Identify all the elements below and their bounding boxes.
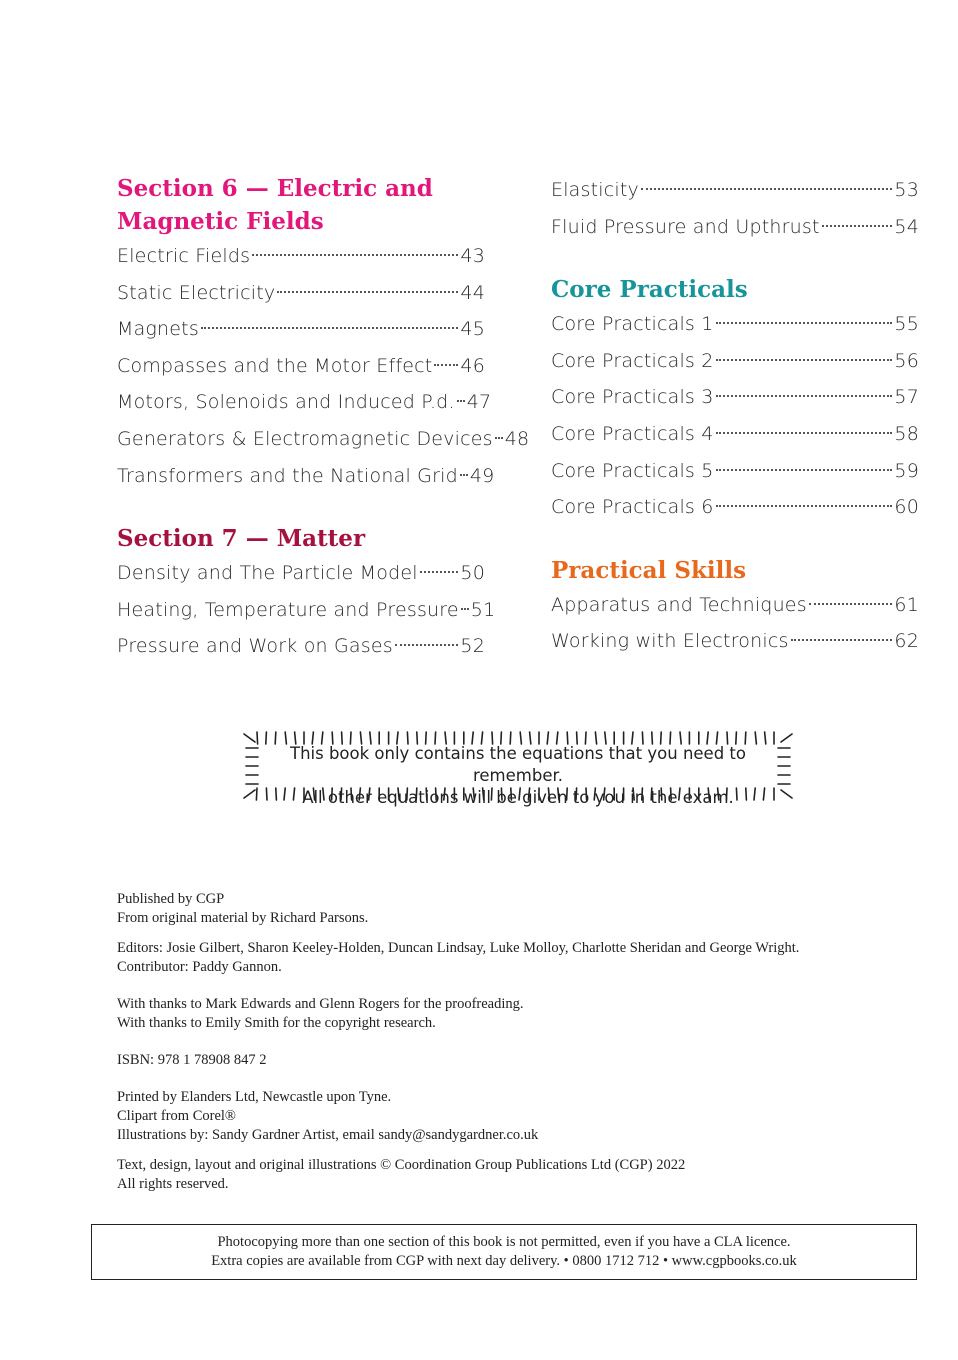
toc-dots xyxy=(277,291,458,293)
section-gap xyxy=(551,526,919,554)
section-6-heading-line2: Magnetic Fields xyxy=(117,208,324,235)
toc-item-title: Motors, Solenoids and Induced P.d. xyxy=(117,391,455,414)
toc-dots xyxy=(716,395,893,397)
contact-info: Extra copies are available from CGP with next day delivery. • 0800 1712 712 • www.cgpbooks.co.uk xyxy=(211,1253,797,1269)
section-gap xyxy=(551,245,919,273)
equations-note-line1: This book only contains the equations that you need to remember. xyxy=(290,744,746,785)
toc-dots xyxy=(434,364,458,366)
toc-item-title: Electric Fields xyxy=(117,245,251,267)
toc-dots xyxy=(460,474,468,476)
toc-dots xyxy=(420,571,459,573)
toc-dots xyxy=(716,505,893,507)
published-by: Published by CGP xyxy=(117,891,225,907)
toc-item[interactable] xyxy=(551,623,919,660)
toc-item-page: 60 xyxy=(894,496,919,519)
toc-item-title: Elasticity xyxy=(551,179,639,201)
toc-left-column xyxy=(117,172,530,665)
section-gap xyxy=(117,494,485,522)
toc-item[interactable] xyxy=(551,489,919,526)
toc-dots xyxy=(716,322,893,324)
toc-item-page: 43 xyxy=(460,245,485,267)
toc-item[interactable] xyxy=(117,275,485,312)
toc-item[interactable] xyxy=(551,172,919,209)
toc-dots xyxy=(822,225,893,227)
toc-item[interactable] xyxy=(551,416,919,453)
toc-item-page: 52 xyxy=(460,635,485,658)
publication-credits xyxy=(117,890,917,1205)
equations-note-line2: All other equations will be given to you in the exam. xyxy=(302,788,734,807)
toc-dots xyxy=(461,608,469,610)
toc-item-page: 57 xyxy=(894,386,919,409)
toc-item-page: 45 xyxy=(460,318,485,341)
toc-item[interactable] xyxy=(117,555,485,592)
toc-dots xyxy=(201,327,459,329)
core-practicals-heading: Core Practicals xyxy=(551,276,748,304)
isbn: ISBN: 978 1 78908 847 2 xyxy=(117,1052,267,1068)
section-6-list xyxy=(117,238,530,494)
toc-item[interactable] xyxy=(117,384,492,421)
toc-item[interactable] xyxy=(551,379,919,416)
toc-item[interactable] xyxy=(117,238,485,275)
toc-item-page: 54 xyxy=(894,215,919,238)
printed-by: Printed by Elanders Ltd, Newcastle upon Tyne. xyxy=(117,1089,392,1105)
toc-item-title: Heating, Temperature and Pressure xyxy=(117,598,459,621)
toc-dots xyxy=(716,359,893,361)
copyright-notice: Text, design, layout and original illustrations © Coordination Group Publications Ltd (CGP) 2022 xyxy=(117,1157,686,1173)
toc-item-title: Core Practicals 2 xyxy=(551,349,714,372)
toc-item-title: Pressure and Work on Gases xyxy=(117,635,393,658)
original-material: From original material by Richard Parsons. xyxy=(117,910,369,926)
toc-item[interactable] xyxy=(551,343,919,380)
toc-dots xyxy=(809,603,893,605)
toc-item-page: 61 xyxy=(894,593,919,616)
section-7-list xyxy=(117,555,496,665)
toc-item-page: 46 xyxy=(460,354,485,377)
toc-item-title: Core Practicals 6 xyxy=(551,496,714,519)
toc-item[interactable] xyxy=(117,458,495,495)
toc-item-page: 50 xyxy=(460,562,485,585)
toc-item-page: 53 xyxy=(894,179,919,201)
toc-item-title: Core Practicals 5 xyxy=(551,459,714,482)
thanks-proofreading: With thanks to Mark Edwards and Glenn Rogers for the proofreading. xyxy=(117,996,524,1012)
toc-item-title: Working with Electronics xyxy=(551,630,789,653)
toc-item-page: 56 xyxy=(894,349,919,372)
toc-dots xyxy=(252,254,458,256)
rights-reserved: All rights reserved. xyxy=(117,1176,229,1192)
toc-dots xyxy=(716,469,893,471)
editors: Editors: Josie Gilbert, Sharon Keeley-Holden, Duncan Lindsay, Luke Molloy, Charlotte Sheridan and George Wright. xyxy=(117,940,800,956)
toc-item-title: Magnets xyxy=(117,318,199,341)
toc-item-title: Compasses and the Motor Effect xyxy=(117,354,433,377)
toc-item-page: 59 xyxy=(894,459,919,482)
toc-item-page: 49 xyxy=(469,464,495,487)
toc-right-column xyxy=(551,172,919,660)
toc-dots xyxy=(641,188,892,190)
toc-item[interactable] xyxy=(117,311,485,348)
toc-item[interactable] xyxy=(551,587,919,624)
illustrations-credit: Illustrations by: Sandy Gardner Artist, email sandy@sandygardner.co.uk xyxy=(117,1127,539,1143)
toc-item-title: Apparatus and Techniques xyxy=(551,593,807,616)
toc-item-page: 62 xyxy=(894,630,919,653)
toc-item-page: 48 xyxy=(504,427,530,450)
toc-item-title: Static Electricity xyxy=(117,281,276,304)
core-practicals-list xyxy=(551,306,919,526)
toc-item-title: Core Practicals 1 xyxy=(551,313,714,336)
toc-dots xyxy=(395,644,459,646)
toc-item[interactable] xyxy=(551,209,919,246)
toc-item[interactable] xyxy=(117,628,485,665)
toc-item-title: Transformers and the National Grid xyxy=(117,464,458,487)
equations-note xyxy=(243,730,793,807)
toc-item[interactable] xyxy=(117,421,530,458)
toc-item-title: Fluid Pressure and Upthrust xyxy=(551,215,820,238)
equations-note-text xyxy=(243,743,793,809)
toc-item-title: Generators & Electromagnetic Devices xyxy=(117,427,493,450)
toc-item-title: Core Practicals 4 xyxy=(551,422,714,445)
toc-dots xyxy=(791,639,893,641)
continued-list xyxy=(551,172,919,245)
toc-item-page: 47 xyxy=(466,391,492,414)
section-7-heading: Section 7 — Matter xyxy=(117,525,366,553)
clipart-credit: Clipart from Corel® xyxy=(117,1108,236,1124)
toc-dots xyxy=(457,400,465,402)
toc-item-page: 58 xyxy=(894,422,919,445)
contributor: Contributor: Paddy Gannon. xyxy=(117,959,282,975)
toc-dots xyxy=(495,437,503,439)
practical-skills-heading: Practical Skills xyxy=(551,556,747,584)
toc-item-title: Density and The Particle Model xyxy=(117,562,418,585)
toc-item-page: 44 xyxy=(460,281,485,304)
toc-item[interactable] xyxy=(551,453,919,490)
thanks-copyright: With thanks to Emily Smith for the copyright research. xyxy=(117,1015,436,1031)
practical-skills-list xyxy=(551,587,919,660)
toc-item[interactable] xyxy=(551,306,919,343)
toc-item-page: 51 xyxy=(470,598,496,621)
section-6-heading-line1: Section 6 — Electric and xyxy=(117,175,433,202)
toc-dots xyxy=(716,432,893,434)
toc-item[interactable] xyxy=(117,592,496,629)
toc-item[interactable] xyxy=(117,348,485,385)
photocopy-notice-box xyxy=(91,1224,917,1280)
toc-item-page: 55 xyxy=(894,313,919,336)
photocopy-notice: Photocopying more than one section of this book is not permitted, even if you have a CLA licence. xyxy=(217,1234,791,1250)
section-6-heading xyxy=(117,172,485,238)
toc-item-title: Core Practicals 3 xyxy=(551,386,714,409)
